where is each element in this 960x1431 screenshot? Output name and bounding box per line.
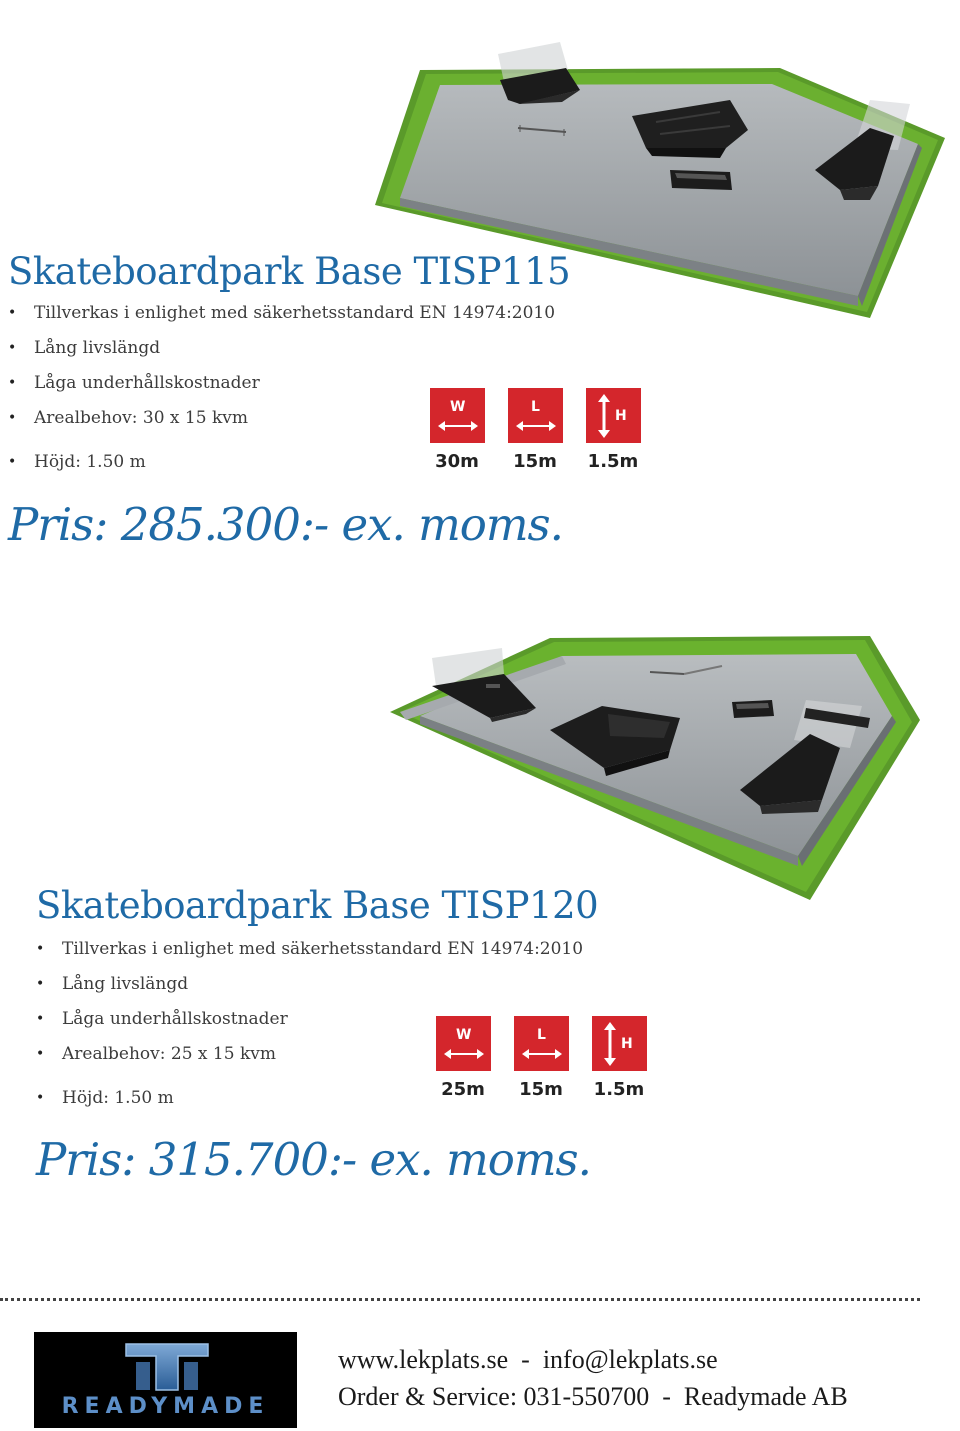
dotted-divider: [0, 1298, 920, 1301]
readymade-logo: [34, 1332, 297, 1428]
height-value: 1.5m: [587, 451, 639, 472]
readymade-logo-text: READYMADE: [61, 1394, 270, 1419]
height-icon: [586, 388, 641, 443]
length-icon-label: L: [531, 399, 540, 415]
height-value: 1.5m: [593, 1079, 645, 1100]
length-value: 15m: [513, 451, 557, 472]
length-value: 15m: [519, 1079, 563, 1100]
feature-item: • Lång livslängd: [36, 976, 583, 993]
width-value: 30m: [435, 451, 479, 472]
product-title: Skateboardpark Base TISP115: [8, 250, 571, 293]
service-line: Order & Service: 031-550700 - Readymade AB: [338, 1382, 848, 1411]
product-title: Skateboardpark Base TISP120: [36, 884, 599, 927]
feature-item: • Tillverkas i enlighet med säkerhetsstandard EN 14974:2010: [36, 941, 583, 958]
width-icon: [436, 1016, 491, 1071]
feature-item: • Höjd: 1.50 m: [8, 454, 555, 471]
dimension-icons: [426, 388, 646, 478]
skatepark-render-tisp120: [340, 600, 930, 930]
length-icon: [508, 388, 563, 443]
height-icon: [592, 1016, 647, 1071]
readymade-logo-mark-icon: [122, 1338, 212, 1394]
feature-item: • Höjd: 1.50 m: [36, 1090, 583, 1107]
width-icon-label: W: [456, 1027, 472, 1043]
width-icon-label: W: [450, 399, 466, 415]
feature-item: • Låga underhållskostnader: [36, 1011, 583, 1028]
feature-item: • Arealbehov: 25 x 15 kvm: [36, 1046, 583, 1063]
width-value: 25m: [441, 1079, 485, 1100]
contact-line: www.lekplats.se - info@lekplats.se: [338, 1345, 718, 1374]
height-icon-label: H: [621, 1036, 633, 1052]
feature-item: • Tillverkas i enlighet med säkerhetsstandard EN 14974:2010: [8, 305, 555, 322]
width-icon: [430, 388, 485, 443]
length-icon: [514, 1016, 569, 1071]
height-icon-label: H: [615, 408, 627, 424]
length-icon-label: L: [537, 1027, 546, 1043]
feature-item: • Låga underhållskostnader: [8, 375, 555, 392]
dimension-icons: [432, 1016, 652, 1106]
feature-item: • Arealbehov: 30 x 15 kvm: [8, 410, 555, 427]
product-price: Pris: 285.300:- ex. moms.: [8, 498, 563, 551]
feature-item: • Lång livslängd: [8, 340, 555, 357]
product-price: Pris: 315.700:- ex. moms.: [36, 1133, 591, 1186]
